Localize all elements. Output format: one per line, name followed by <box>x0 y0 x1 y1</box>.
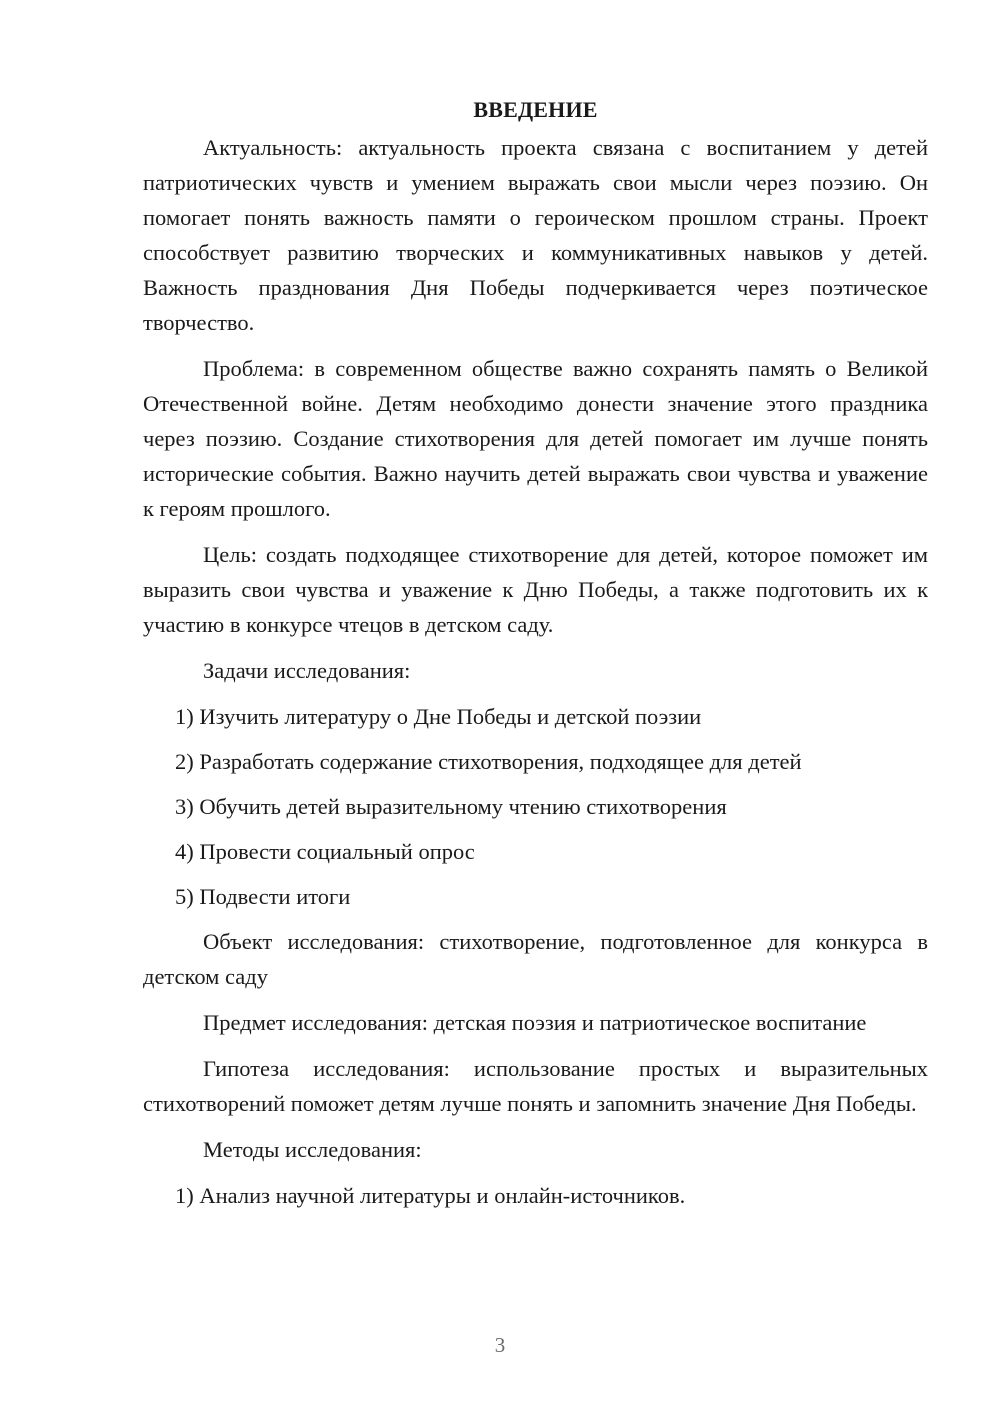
list-item: 5) Подвести итоги <box>175 884 351 909</box>
list-item: 2) Разработать содержание стихотворения, подходящее для детей <box>175 749 802 774</box>
hypothesis-paragraph: Гипотеза исследования: использование простых и выразительных стихотворений поможет детям лучше понять и запомнить значение Дня Победы. <box>143 1056 928 1116</box>
goal-paragraph: Цель: создать подходящее стихотворение для детей, которое поможет им выразить свои чувства и уважение к Дню Победы, а также подготовить их к участию в конкурсе чтецов в детском саду. <box>143 542 928 637</box>
tasks-heading: Задачи исследования: <box>203 658 411 683</box>
section-title: ВВЕДЕНИЕ <box>473 97 598 122</box>
methods-list <box>143 1178 928 1213</box>
actuality-paragraph: Актуальность: актуальность проекта связана с воспитанием у детей патриотических чувств и умением выражать свои мысли через поэзию. Он помогает понять важность памяти о героическом прошлом страны. Проект способствует развитию творческих и коммуникативных навыков у детей. Важность празднования Дня Победы подчеркивается через поэтическое творчество. <box>143 135 928 335</box>
list-item: 1) Изучить литературу о Дне Победы и детской поэзии <box>175 704 702 729</box>
problem-paragraph: Проблема: в современном обществе важно сохранять память о Великой Отечественной войне. Детям необходимо донести значение этого праздника через поэзию. Создание стихотворения для детей помогает им лучше понять исторические события. Важно научить детей выражать свои чувства и уважение к героям прошлого. <box>143 356 928 521</box>
list-item: 3) Обучить детей выразительному чтению стихотворения <box>175 794 727 819</box>
subject-paragraph: Предмет исследования: детская поэзия и патриотическое воспитание <box>203 1010 867 1035</box>
list-item: 4) Провести социальный опрос <box>175 839 475 864</box>
page-number: 3 <box>494 1333 506 1357</box>
document-body <box>143 94 928 1223</box>
methods-heading: Методы исследования: <box>203 1137 422 1162</box>
list-item: 1) Анализ научной литературы и онлайн-источников. <box>175 1183 686 1208</box>
tasks-list <box>143 699 928 914</box>
object-paragraph: Объект исследования: стихотворение, подготовленное для конкурса в детском саду <box>143 929 928 989</box>
